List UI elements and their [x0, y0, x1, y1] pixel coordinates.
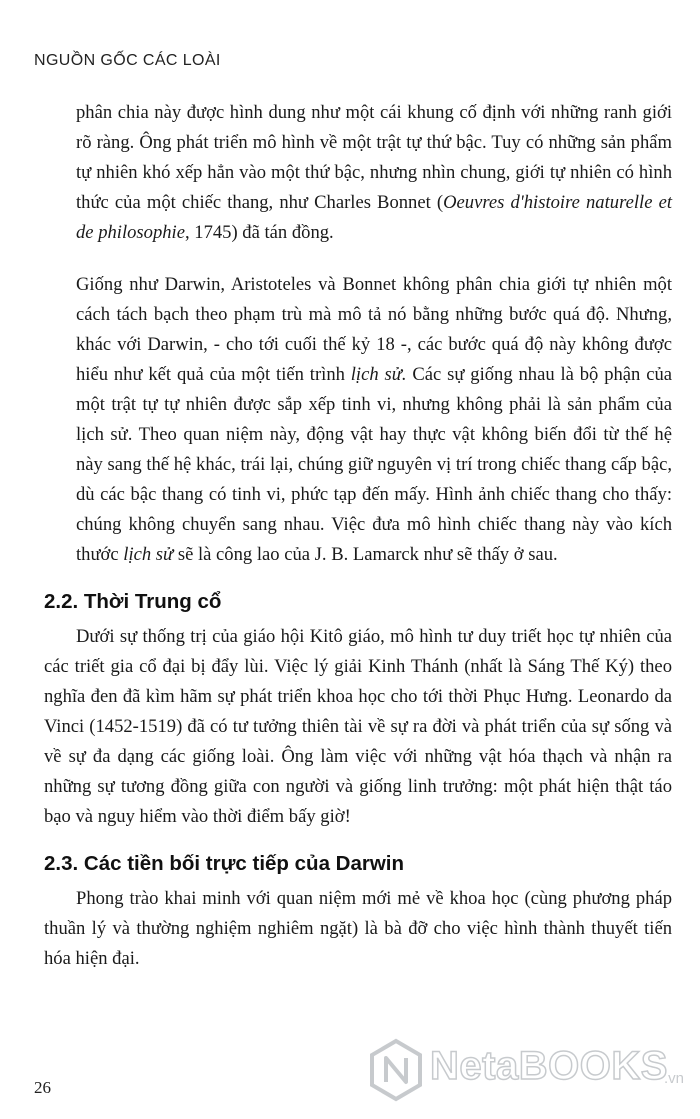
italic-lich-su-2: lịch sử: [123, 544, 174, 565]
section-2-2-body: Dưới sự thống trị của giáo hội Kitô giáo, mô hình tư duy triết học tự nhiên của các triết gia cổ đại bị đẩy lùi. Việc lý giải Kinh Thánh (nhất là Sáng Thế Ký) theo nghĩa đen đã kìm hãm sự phát triển khoa học cho tới thời Phục Hưng. Leonardo da Vinci (1452-1519) đã có tư tưởng thiên tài về sự ra đời và phát triển của sự sống và về sự đa dạng các giống loài. Ông làm việc với những vật hóa thạch và nhận ra những sự tương đồng giữa con người và giống linh trưởng: một phát hiện thật táo bạo và nguy hiểm vào thời điểm bấy giờ!: [44, 626, 672, 827]
paragraph-2: [76, 270, 672, 570]
paragraph-1-text-a: phân chia này được hình dung như một cái khung cố định với những ranh giới rõ ràng. Ông phát triển mô hình về một trật tự thứ bậc. Tuy có những sản phẩm tự nhiên khó xếp hẳn vào một thứ bậc, nhưng nhìn chung, giới tự nhiên có hình thức của một chiếc thang, như Charles Bonnet (: [76, 102, 672, 213]
section-heading-2-3: 2.3. Các tiền bối trực tiếp của Darwin: [44, 852, 405, 875]
section-heading-2-2: 2.2. Thời Trung cổ: [44, 590, 222, 613]
paragraph-2-text-b: Các sự giống nhau là bộ phận của một trật tự tự nhiên được sắp xếp tinh vi, nhưng không phải là sản phẩm của lịch sử. Theo quan niệm này, động vật hay thực vật không biến đổi từ thế hệ này sang thế hệ khác, trái lại, chúng giữ nguyên vị trí trong chiếc thang cấp bậc, dù các bậc thang có tinh vi, phức tạp đến mấy. Hình ảnh chiếc thang cho thấy: chúng không chuyển sang nhau. Việc đưa mô hình chiếc thang này vào kích thước: [76, 364, 672, 565]
paragraph-1-text-b: , 1745) đã tán đồng.: [184, 222, 334, 243]
netabooks-logo-icon: [368, 1038, 424, 1102]
paragraph-1: [76, 98, 672, 248]
paragraph-2-text-c: sẽ là công lao của J. B. Lamarck như sẽ thấy ở sau.: [173, 544, 558, 565]
watermark: [368, 1034, 693, 1106]
page-number: 26: [34, 1078, 51, 1097]
section-2-3-body: Phong trào khai minh với quan niệm mới mẻ về khoa học (cùng phương pháp thuần lý và thường nghiệm nghiêm ngặt) là bà đỡ cho việc hình thành thuyết tiến hóa hiện đại.: [44, 888, 672, 969]
italic-lich-su-1: lịch sử.: [350, 364, 407, 385]
paragraph-2-text-a: Giống như Darwin, Aristoteles và Bonnet không phân chia giới tự nhiên một cách tách bạch theo phạm trù mà mô tả nó bằng những bước quá độ. Nhưng, khác với Darwin, - cho tới cuối thế kỷ 18 -, các bước quá độ này không được hiểu như kết quả của một tiến trình: [76, 274, 672, 385]
watermark-brand: NetaBOOKS: [430, 1044, 668, 1088]
watermark-suffix: .vn: [664, 1070, 685, 1087]
page-content: [44, 98, 672, 974]
running-head: NGUỒN GỐC CÁC LOÀI: [34, 52, 221, 69]
book-title-italic: Oeuvres d'histoire naturelle et de philosophie: [76, 192, 672, 243]
